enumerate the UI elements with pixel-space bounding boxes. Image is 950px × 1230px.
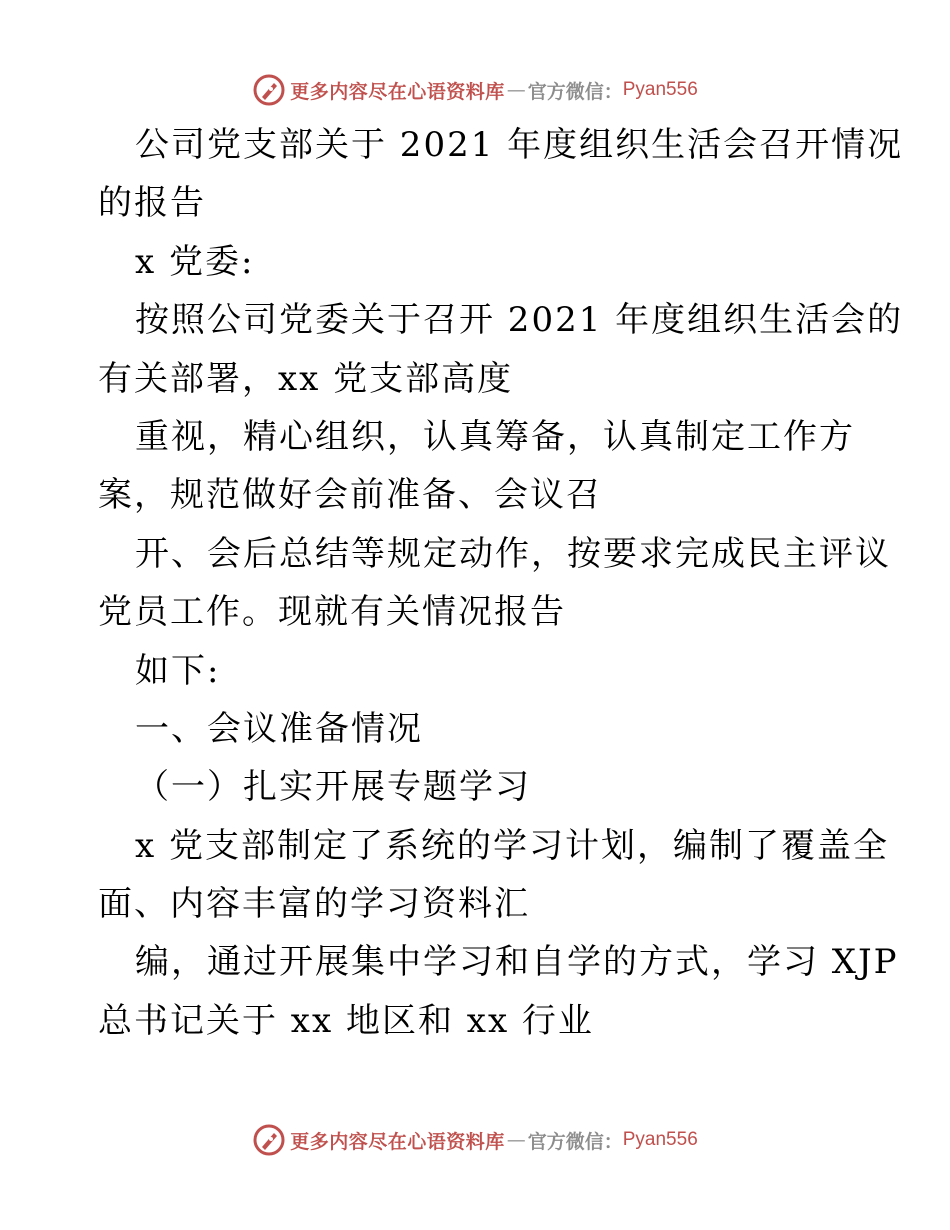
document-line: 公司党支部关于 2021 年度组织生活会召开情况 [135, 125, 904, 165]
watermark-wechat-id: Pyan556 [622, 1129, 698, 1150]
document-line: 有关部署，xx 党支部高度 [98, 358, 514, 399]
document-line: 面、内容丰富的学习资料汇 [98, 884, 530, 925]
document-line: （一）扎实开展专题学习 [135, 767, 531, 808]
watermark-main-text: 更多内容尽在心语资料库 [290, 1130, 505, 1153]
pen-nib-circle-icon [252, 73, 286, 107]
document-line: 开、会后总结等规定动作，按要求完成民主评议 [135, 533, 891, 574]
document-line: 按照公司党委关于召开 2021 年度组织生活会的 [135, 300, 904, 341]
document-line: 一、会议准备情况 [135, 708, 423, 749]
document-body [98, 116, 904, 1050]
document-line: 的报告 [98, 183, 206, 224]
document-line: x 党委: [135, 241, 255, 282]
document-line: 编，通过开展集中学习和自学的方式，学习 XJP [135, 942, 899, 983]
document-line: x 党支部制定了系统的学习计划，编制了覆盖全 [135, 825, 889, 866]
watermark-wechat-id: Pyan556 [622, 79, 698, 100]
watermark-wechat-label: 官方微信： [527, 1130, 623, 1153]
watermark-dash: — [506, 79, 526, 101]
watermark-dash: — [506, 1129, 526, 1151]
pen-nib-circle-icon [252, 1123, 286, 1157]
document-line: 党员工作。现就有关情况报告 [98, 592, 566, 633]
document-line: 案，规范做好会前准备、会议召 [98, 475, 602, 516]
footer-watermark [0, 1120, 950, 1160]
document-line: 重视，精心组织，认真筹备，认真制定工作方 [135, 416, 855, 457]
header-watermark [0, 70, 950, 110]
watermark-main-text: 更多内容尽在心语资料库 [290, 80, 505, 103]
document-line: 总书记关于 xx 地区和 xx 行业 [98, 1000, 594, 1041]
watermark-wechat-label: 官方微信： [527, 80, 623, 103]
document-line: 如下: [135, 650, 221, 691]
